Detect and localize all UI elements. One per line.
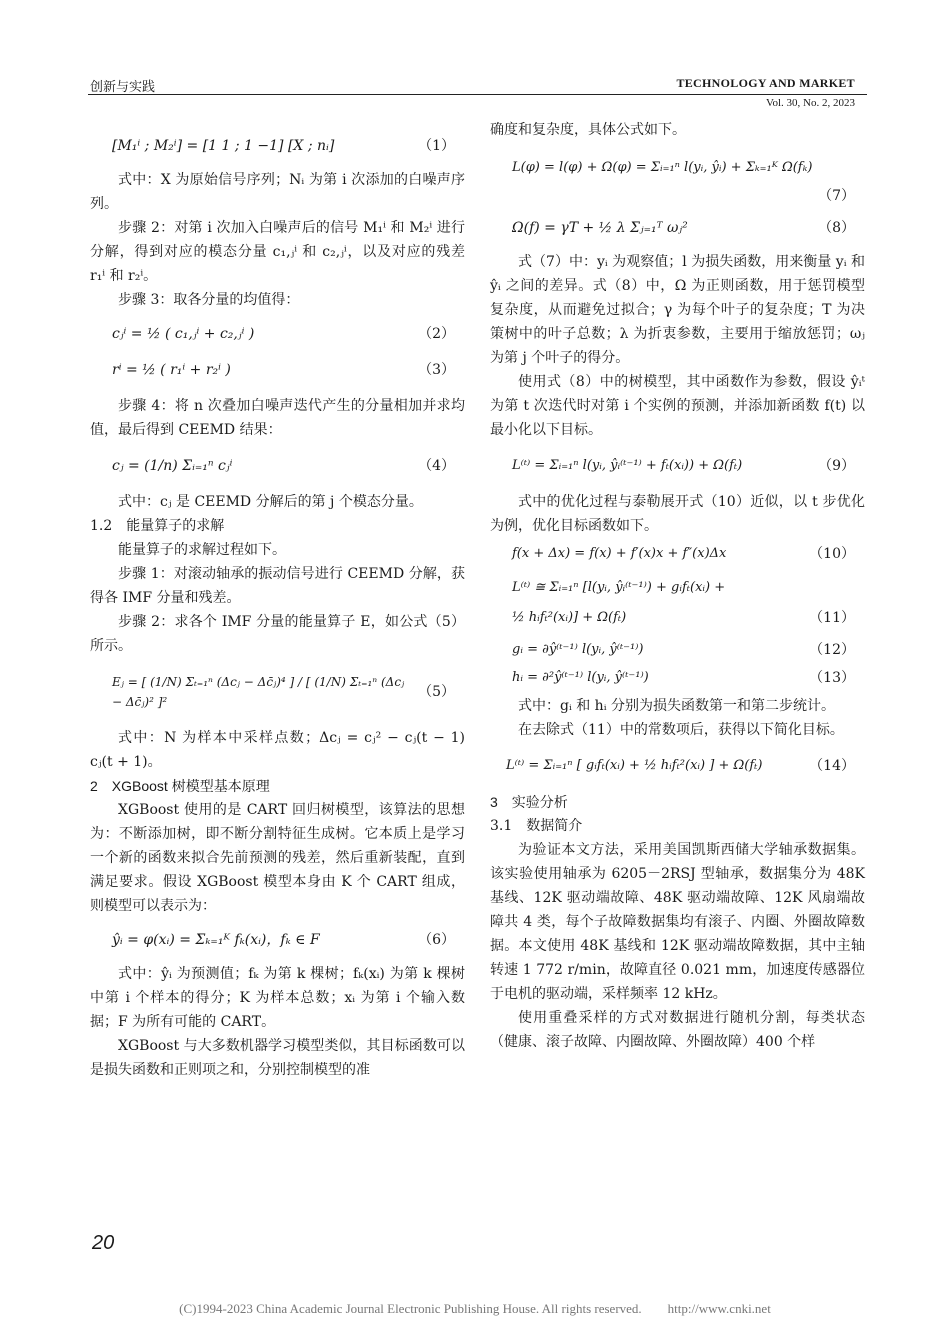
equation-2 bbox=[90, 322, 465, 346]
paragraph: XGBoost 使用的是 CART 回归树模型，该算法的思想为：不断添加树，即不断分割特征生成树。它本质上是学习一个新的函数来拟合先前预测的残差，然后重新装配，直到满足要求。假设 XGBoost 模型本身由 K 个 CART 组成，则模型可以表示为： bbox=[90, 802, 465, 914]
equation-14 bbox=[490, 754, 865, 778]
equation-8-body: Ω(f) = γT + ½ λ Σⱼ₌₁ᵀ ωⱼ² bbox=[512, 220, 688, 236]
section-heading-2: 2 XGBoost 树模型基本原理 bbox=[90, 778, 270, 794]
equation-11a-body: L⁽ᵗ⁾ ≅ Σᵢ₌₁ⁿ [l(yᵢ, ŷᵢ⁽ᵗ⁻¹⁾) + gᵢfₜ(xᵢ) + bbox=[512, 580, 726, 595]
left-column bbox=[90, 118, 465, 1082]
paragraph: 步骤 4：将 n 次叠加白噪声迭代产生的分量相加并求均值，最后得到 CEEMD 结果： bbox=[90, 398, 465, 438]
equation-6-body: ŷᵢ = φ(xᵢ) = Σₖ₌₁ᴷ fₖ(xᵢ)，fₖ ∈ F bbox=[112, 932, 320, 948]
equation-9-number: （9） bbox=[818, 458, 855, 474]
paragraph: 式中：gᵢ 和 hᵢ 分别为损失函数第一和第二步统计。 bbox=[518, 698, 835, 714]
equation-7 bbox=[490, 156, 865, 180]
equation-9-body: L⁽ᵗ⁾ = Σᵢ₌₁ⁿ l(yᵢ, ŷᵢ⁽ᵗ⁻¹⁾ + fₜ(xᵢ)) + Ω(fₜ) bbox=[512, 458, 743, 473]
equation-1-number: （1） bbox=[418, 138, 455, 154]
paragraph: XGBoost 与大多数机器学习模型类似，其目标函数可以是损失函数和正则项之和，分别控制模型的准 bbox=[90, 1038, 465, 1078]
equation-11b-body: ½ hᵢfₜ²(xᵢ)] + Ω(fₜ) bbox=[512, 610, 627, 625]
equation-2-body: cⱼⁱ = ½ ( c₁,ⱼⁱ + c₂,ⱼⁱ ) bbox=[112, 326, 255, 342]
equation-14-body: L⁽ᵗ⁾ = Σᵢ₌₁ⁿ [ gᵢfₜ(xᵢ) + ½ hᵢfₜ²(xᵢ) ] + Ω(fₜ) bbox=[506, 758, 763, 773]
paragraph: 步骤 1：对滚动轴承的振动信号进行 CEEMD 分解，获得各 IMF 分量和残差。 bbox=[90, 566, 465, 606]
paragraph: 步骤 2：对第 i 次加入白噪声后的信号 M₁ⁱ 和 M₂ⁱ 进行分解，得到对应的模态分量 c₁,ⱼⁱ 和 c₂,ⱼⁱ，以及对应的残差 r₁ⁱ 和 r₂ⁱ。 bbox=[90, 220, 465, 284]
paragraph: 步骤 2：求各个 IMF 分量的能量算子 E，如公式（5）所示。 bbox=[90, 614, 465, 654]
paragraph: 式中：ŷᵢ 为预测值；fₖ 为第 k 棵树；fₖ(xᵢ) 为第 k 棵树中第 i 个样本的得分；K 为样本总数；xᵢ 为第 i 个输入数据；F 为所有可能的 CART。 bbox=[90, 966, 465, 1030]
equation-8 bbox=[490, 216, 865, 240]
equation-2-number: （2） bbox=[418, 326, 455, 342]
equation-12-body: gᵢ = ∂ŷ⁽ᵗ⁻¹⁾ l(yᵢ, ŷ⁽ᵗ⁻¹⁾) bbox=[512, 642, 644, 657]
paragraph: 式中：cⱼ 是 CEEMD 分解后的第 j 个模态分量。 bbox=[118, 494, 423, 510]
section-heading-1-2: 1.2 能量算子的求解 bbox=[90, 518, 225, 534]
page-number: 20 bbox=[92, 1232, 115, 1254]
equation-1 bbox=[90, 134, 465, 158]
equation-7-body: L(φ) = l(φ) + Ω(φ) = Σᵢ₌₁ⁿ l(yᵢ, ŷᵢ) + Σₖ₌₁ᴷ Ω(fₖ) bbox=[512, 160, 813, 175]
equation-3-body: rⁱ = ½ ( r₁ⁱ + r₂ⁱ ) bbox=[112, 362, 231, 378]
equation-4-body: cⱼ = (1/n) Σᵢ₌₁ⁿ cⱼⁱ bbox=[112, 458, 233, 474]
equation-13 bbox=[490, 666, 865, 690]
paragraph: 式中：X 为原始信号序列；Nᵢ 为第 i 次添加的白噪声序列。 bbox=[90, 172, 465, 212]
equation-4 bbox=[90, 454, 465, 478]
equation-11-number: （11） bbox=[809, 610, 855, 626]
section-heading-3: 3 实验分析 bbox=[490, 794, 568, 810]
equation-10 bbox=[490, 542, 865, 566]
section-heading-3-1: 3.1 数据简介 bbox=[490, 818, 583, 834]
equation-7-number: （7） bbox=[818, 188, 855, 204]
equation-10-number: （10） bbox=[809, 546, 855, 562]
equation-6 bbox=[90, 928, 465, 952]
equation-1-body: [M₁ⁱ ; M₂ⁱ] = [1 1 ; 1 −1] [X ; nᵢ] bbox=[112, 138, 335, 154]
paragraph: 使用式（8）中的树模型，其中函数作为参数，假设 ŷᵢᵗ 为第 t 次迭代时对第 i 个实例的预测，并添加新函数 f(t) 以最小化以下目标。 bbox=[490, 374, 865, 438]
equation-7-number-row bbox=[490, 184, 865, 208]
equation-9 bbox=[490, 454, 865, 478]
equation-13-body: hᵢ = ∂²ŷ⁽ᵗ⁻¹⁾ l(yᵢ, ŷ⁽ᵗ⁻¹⁾) bbox=[512, 670, 649, 685]
equation-5 bbox=[90, 672, 465, 712]
equation-4-number: （4） bbox=[418, 458, 455, 474]
paragraph: 为验证本文方法，采用美国凯斯西储大学轴承数据集。该实验使用轴承为 6205－2RSJ 型轴承，数据集分为 48K 基线、12K 驱动端故障、48K 驱动端故障、12K 风扇端故障共 4 类，每个子故障数据集均有滚子、内圈、外圈故障数据。本文使用 48K 基线和 12K 驱动端故障数据，其中主轴转速 1 772 r/min，故障直径 0.021 mm，加速度传感器位于电机的驱动端，采样频率 12 kHz。 bbox=[490, 842, 865, 1002]
paragraph: 使用重叠采样的方式对数据进行随机分割，每类状态（健康、滚子故障、内圈故障、外圈故障）400 个样 bbox=[490, 1010, 865, 1050]
equation-13-number: （13） bbox=[809, 670, 855, 686]
paragraph: 步骤 3：取各分量的均值得： bbox=[118, 292, 300, 308]
paragraph: 在去除式（11）中的常数项后，获得以下简化目标。 bbox=[518, 722, 844, 738]
paragraph: 式中：N 为样本中采样点数；Δcⱼ = cⱼ² − cⱼ(t − 1) cⱼ(t + 1)。 bbox=[90, 730, 465, 770]
equation-5-number: （5） bbox=[418, 684, 455, 700]
equation-8-number: （8） bbox=[818, 220, 855, 236]
equation-3 bbox=[90, 358, 465, 382]
paragraph: 式中的优化过程与泰勒展开式（10）近似，以 t 步优化为例，优化目标函数如下。 bbox=[490, 494, 865, 534]
equation-6-number: （6） bbox=[418, 932, 455, 948]
journal-name: 创新与实践 bbox=[90, 80, 156, 95]
journal-name-english: TECHNOLOGY AND MARKET bbox=[676, 76, 855, 90]
equation-12-number: （12） bbox=[809, 642, 855, 658]
equation-3-number: （3） bbox=[418, 362, 455, 378]
equation-12 bbox=[490, 638, 865, 662]
equation-11b bbox=[490, 606, 865, 630]
right-column bbox=[490, 118, 865, 1054]
equation-10-body: f(x + Δx) = f(x) + f′(x)x + f″(x)Δx bbox=[512, 546, 727, 561]
equation-5-body: Eⱼ = [ (1/N) Σₜ₌₁ⁿ (Δcⱼ − Δc̄ⱼ)⁴ ] / [ (1/N) Σₜ₌₁ⁿ (Δcⱼ − Δc̄ⱼ)² ]² bbox=[112, 675, 405, 709]
volume-info: Vol. 30, No. 2, 2023 bbox=[765, 97, 855, 109]
paragraph: 式（7）中：yᵢ 为观察值；l 为损失函数，用来衡量 yᵢ 和 ŷᵢ 之间的差异。式（8）中，Ω 为正则函数，用于惩罚模型复杂度，从而避免过拟合；γ 为每个叶子的复杂度；T 为决策树中的叶子总数；λ 为折衷参数，主要用于缩放惩罚；ωⱼ 为第 j 个叶子的得分。 bbox=[490, 254, 865, 366]
paragraph: 确度和复杂度，具体公式如下。 bbox=[490, 122, 686, 138]
equation-14-number: （14） bbox=[809, 758, 855, 774]
equation-11a bbox=[490, 576, 865, 600]
header-rule bbox=[88, 94, 867, 95]
copyright-footer: (C)1994-2023 China Academic Journal Electronic Publishing House. All rights reserved. http://www.cnki.net bbox=[179, 1301, 771, 1316]
paragraph: 能量算子的求解过程如下。 bbox=[118, 542, 286, 558]
